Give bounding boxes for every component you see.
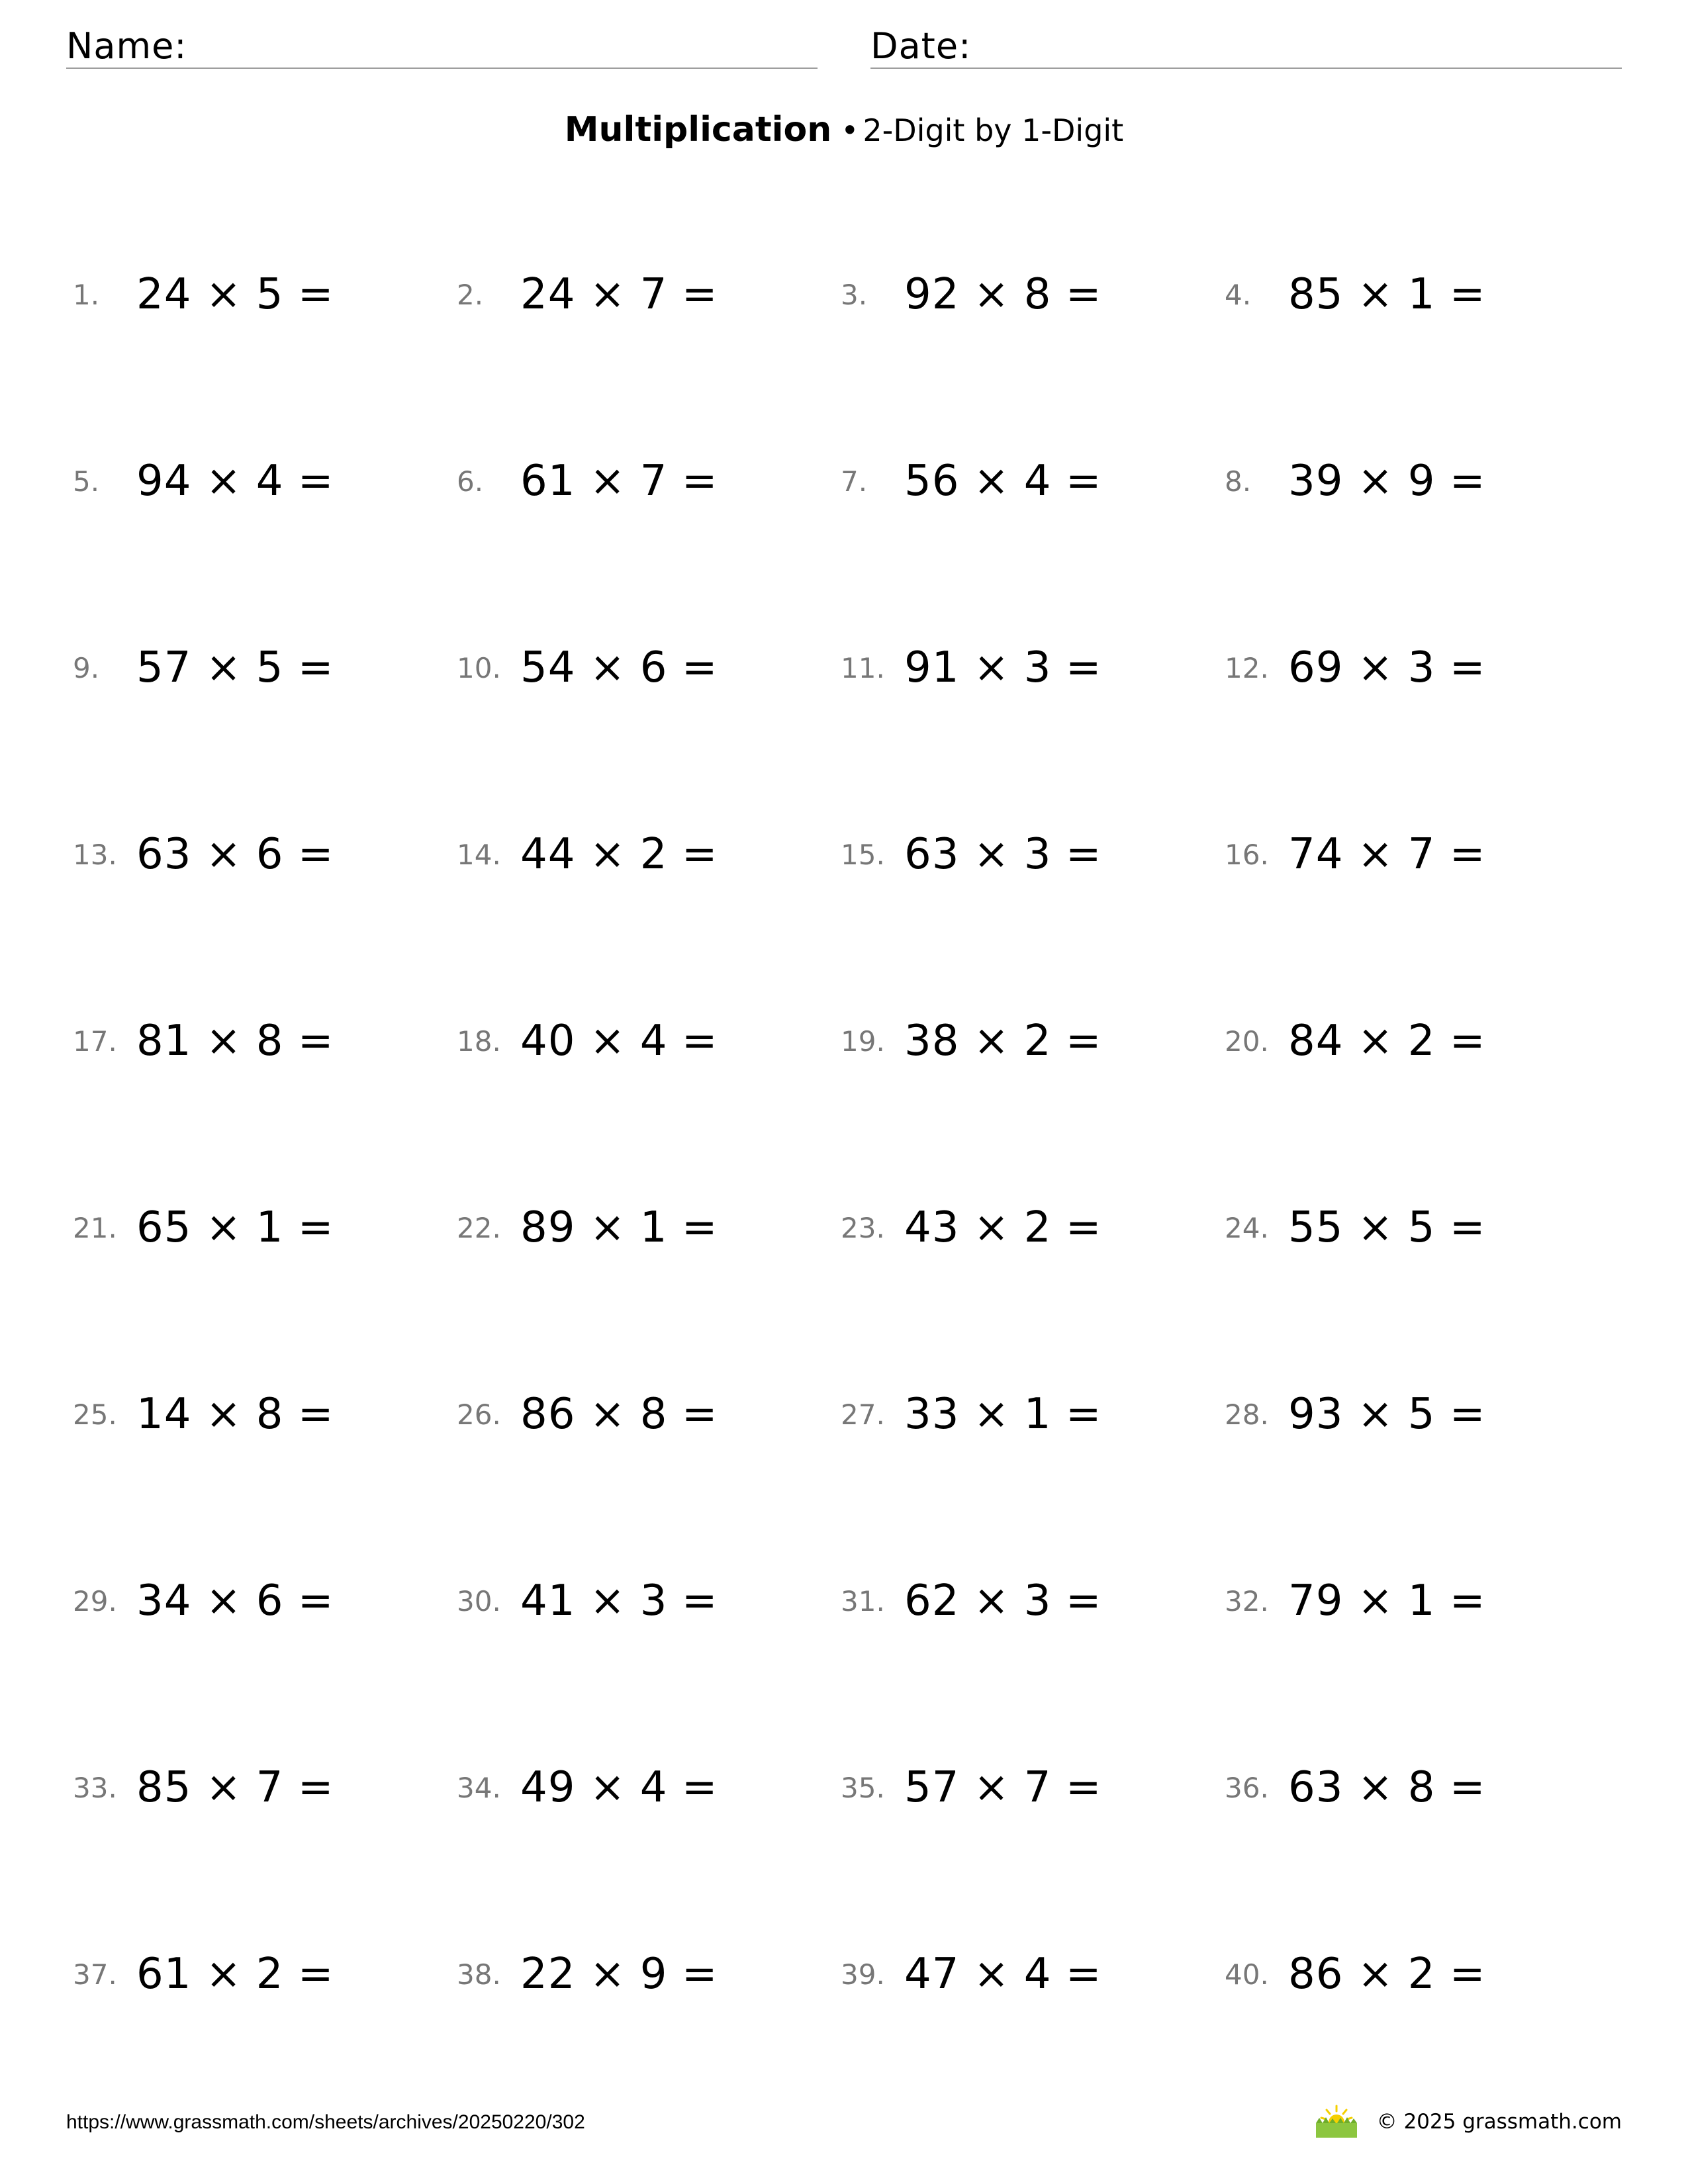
problem-expression: 86 × 8 = xyxy=(520,1390,718,1439)
problem-number: 16. xyxy=(1225,838,1269,871)
problem-item xyxy=(1225,628,1485,707)
problem-expression: 24 × 7 = xyxy=(520,270,718,319)
title-subtitle: 2-Digit by 1-Digit xyxy=(863,113,1124,148)
problem-item xyxy=(841,1934,1102,2014)
problem-number: 8. xyxy=(1225,465,1252,498)
footer-url[interactable]: https://www.grassmath.com/sheets/archives/20250220/302 xyxy=(66,2111,585,2133)
problem-number: 3. xyxy=(841,278,868,311)
problem-number: 24. xyxy=(1225,1211,1269,1244)
problem-item xyxy=(1225,441,1485,521)
problem-item xyxy=(1225,815,1485,894)
problem-expression: 63 × 3 = xyxy=(904,830,1102,879)
problem-item xyxy=(73,1188,334,1267)
footer-branding xyxy=(1313,2103,1622,2140)
date-label: Date: xyxy=(870,25,972,67)
problem-item xyxy=(73,1001,334,1081)
problem-expression: 93 × 5 = xyxy=(1288,1390,1486,1439)
date-field[interactable] xyxy=(870,25,1622,69)
problem-number: 19. xyxy=(841,1024,885,1058)
problem-number: 18. xyxy=(457,1024,501,1058)
problem-expression: 41 × 3 = xyxy=(520,1576,718,1625)
problem-item xyxy=(841,628,1102,707)
problem-expression: 56 × 4 = xyxy=(904,457,1102,506)
problem-number: 31. xyxy=(841,1584,885,1617)
copyright-text: © 2025 grassmath.com xyxy=(1376,2110,1622,2134)
problem-expression: 74 × 7 = xyxy=(1288,830,1486,879)
problem-number: 20. xyxy=(1225,1024,1269,1058)
problem-expression: 69 × 3 = xyxy=(1288,643,1486,692)
problem-number: 5. xyxy=(73,465,100,498)
problem-expression: 89 × 1 = xyxy=(520,1203,718,1252)
problem-expression: 65 × 1 = xyxy=(136,1203,334,1252)
problem-expression: 86 × 2 = xyxy=(1288,1950,1486,1999)
problem-number: 12. xyxy=(1225,651,1269,684)
problem-item xyxy=(73,1375,334,1454)
problem-expression: 49 × 4 = xyxy=(520,1763,718,1812)
problem-item xyxy=(73,1748,334,1827)
problem-item xyxy=(457,441,718,521)
problem-item xyxy=(841,815,1102,894)
problem-expression: 85 × 1 = xyxy=(1288,270,1486,319)
name-field[interactable] xyxy=(66,25,818,69)
problem-expression: 22 × 9 = xyxy=(520,1950,718,1999)
problem-expression: 61 × 2 = xyxy=(136,1950,334,1999)
problem-expression: 47 × 4 = xyxy=(904,1950,1102,1999)
problem-item xyxy=(1225,1375,1485,1454)
problem-expression: 94 × 4 = xyxy=(136,457,334,506)
problem-expression: 38 × 2 = xyxy=(904,1017,1102,1066)
problem-number: 7. xyxy=(841,465,868,498)
problem-number: 6. xyxy=(457,465,484,498)
problem-number: 1. xyxy=(73,278,100,311)
problem-number: 40. xyxy=(1225,1958,1269,1991)
problem-expression: 81 × 8 = xyxy=(136,1017,334,1066)
problem-number: 4. xyxy=(1225,278,1252,311)
problem-expression: 84 × 2 = xyxy=(1288,1017,1486,1066)
problem-number: 23. xyxy=(841,1211,885,1244)
problem-number: 38. xyxy=(457,1958,501,1991)
problem-expression: 63 × 8 = xyxy=(1288,1763,1486,1812)
problem-number: 27. xyxy=(841,1398,885,1431)
problem-item xyxy=(1225,1748,1485,1827)
problem-expression: 39 × 9 = xyxy=(1288,457,1486,506)
problem-number: 37. xyxy=(73,1958,117,1991)
problem-item xyxy=(1225,1188,1485,1267)
problem-item xyxy=(73,255,334,334)
problem-item xyxy=(1225,1001,1485,1081)
title-separator: • xyxy=(841,113,859,148)
problem-number: 26. xyxy=(457,1398,501,1431)
problem-item xyxy=(1225,1934,1485,2014)
problem-expression: 85 × 7 = xyxy=(136,1763,334,1812)
problem-item xyxy=(457,1188,718,1267)
problem-number: 39. xyxy=(841,1958,885,1991)
problem-number: 15. xyxy=(841,838,885,871)
problem-item xyxy=(457,1934,718,2014)
problem-item xyxy=(1225,255,1485,334)
title-main: Multiplication xyxy=(564,110,832,150)
problem-expression: 54 × 6 = xyxy=(520,643,718,692)
problem-expression: 33 × 1 = xyxy=(904,1390,1102,1439)
grass-sun-logo-icon xyxy=(1313,2103,1360,2140)
problem-item xyxy=(841,255,1102,334)
problem-number: 10. xyxy=(457,651,501,684)
problem-item xyxy=(73,815,334,894)
problem-expression: 79 × 1 = xyxy=(1288,1576,1486,1625)
problem-expression: 57 × 7 = xyxy=(904,1763,1102,1812)
problem-number: 17. xyxy=(73,1024,117,1058)
problem-item xyxy=(841,1188,1102,1267)
problem-number: 11. xyxy=(841,651,885,684)
problem-item xyxy=(457,1001,718,1081)
problem-expression: 24 × 5 = xyxy=(136,270,334,319)
problem-item xyxy=(73,1934,334,2014)
problem-item xyxy=(1225,1561,1485,1641)
problem-item xyxy=(457,815,718,894)
problem-number: 25. xyxy=(73,1398,117,1431)
problem-number: 2. xyxy=(457,278,484,311)
problem-number: 35. xyxy=(841,1771,885,1804)
problem-expression: 55 × 5 = xyxy=(1288,1203,1486,1252)
problem-item xyxy=(73,1561,334,1641)
problem-number: 33. xyxy=(73,1771,117,1804)
problem-item xyxy=(841,1001,1102,1081)
worksheet-title xyxy=(0,106,1688,154)
problem-expression: 14 × 8 = xyxy=(136,1390,334,1439)
problem-expression: 92 × 8 = xyxy=(904,270,1102,319)
problem-item xyxy=(73,628,334,707)
problem-expression: 44 × 2 = xyxy=(520,830,718,879)
problem-number: 32. xyxy=(1225,1584,1269,1617)
problem-number: 13. xyxy=(73,838,117,871)
problem-expression: 40 × 4 = xyxy=(520,1017,718,1066)
problem-item xyxy=(841,441,1102,521)
problem-expression: 62 × 3 = xyxy=(904,1576,1102,1625)
problem-item xyxy=(457,1375,718,1454)
problem-number: 14. xyxy=(457,838,501,871)
problem-expression: 43 × 2 = xyxy=(904,1203,1102,1252)
problem-number: 30. xyxy=(457,1584,501,1617)
problem-number: 21. xyxy=(73,1211,117,1244)
problem-expression: 57 × 5 = xyxy=(136,643,334,692)
problem-number: 36. xyxy=(1225,1771,1269,1804)
problem-item xyxy=(841,1561,1102,1641)
problem-number: 29. xyxy=(73,1584,117,1617)
problem-expression: 34 × 6 = xyxy=(136,1576,334,1625)
problem-item xyxy=(841,1375,1102,1454)
problem-expression: 91 × 3 = xyxy=(904,643,1102,692)
problem-number: 28. xyxy=(1225,1398,1269,1431)
problem-item xyxy=(457,1748,718,1827)
problem-item xyxy=(73,441,334,521)
problem-number: 9. xyxy=(73,651,100,684)
problem-item xyxy=(457,628,718,707)
problem-number: 22. xyxy=(457,1211,501,1244)
problem-item xyxy=(841,1748,1102,1827)
problem-expression: 61 × 7 = xyxy=(520,457,718,506)
problem-item xyxy=(457,1561,718,1641)
name-label: Name: xyxy=(66,25,187,67)
problem-expression: 63 × 6 = xyxy=(136,830,334,879)
problem-item xyxy=(457,255,718,334)
problem-number: 34. xyxy=(457,1771,501,1804)
